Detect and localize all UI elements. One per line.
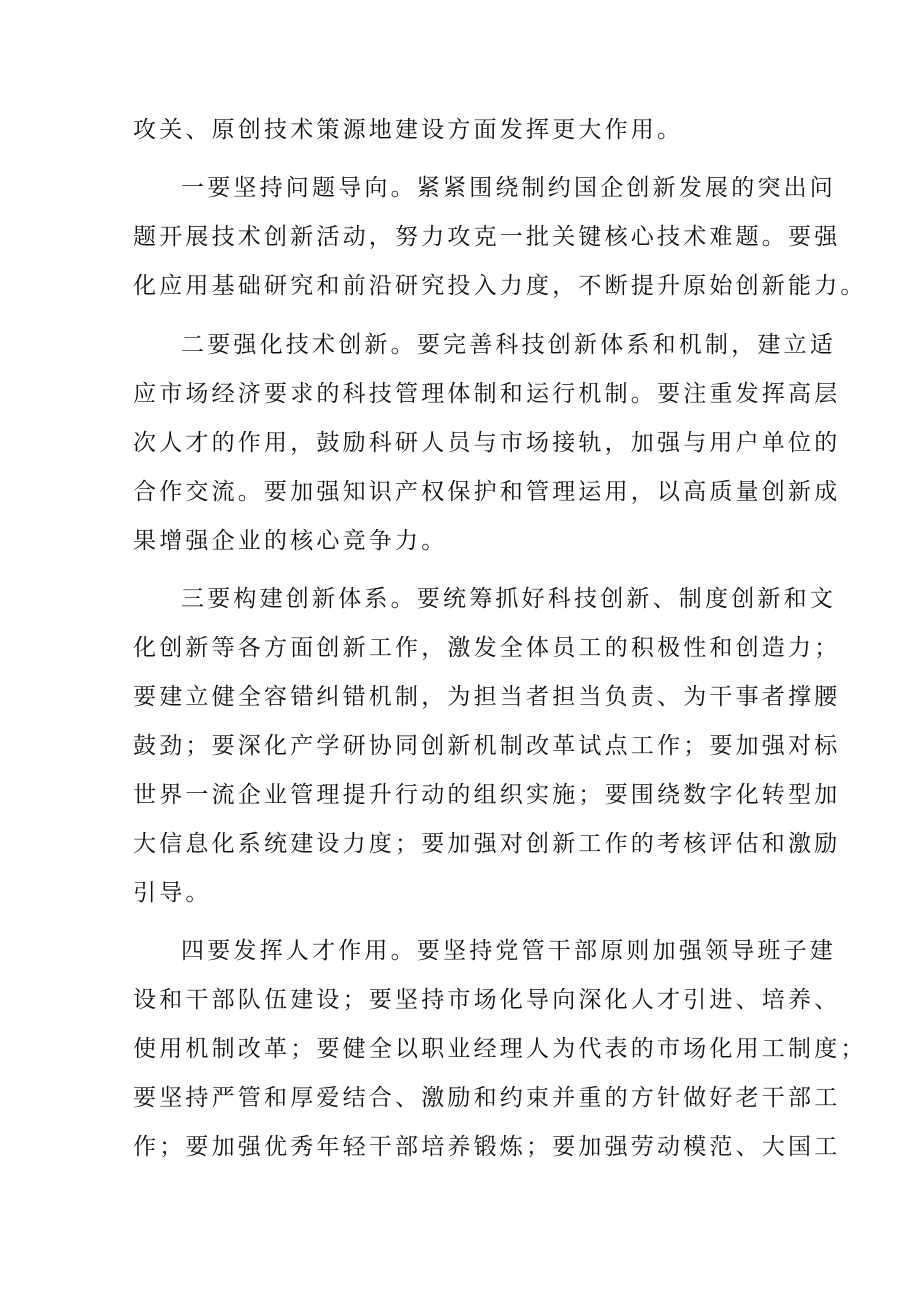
text-line: 鼓劲；要深化产学研协同创新机制改革试点工作；要加强对标	[133, 733, 841, 759]
paragraph-2-first-line: 二要强化技术创新。要完善科技创新体系和机制，建立适	[181, 332, 836, 358]
text-line: 引导。	[133, 880, 212, 906]
text-line: 世界一流企业管理提升行动的组织实施；要围绕数字化转型加	[133, 782, 841, 808]
text-line: 题开展技术创新活动，努力攻克一批关键核心技术难题。要强	[133, 224, 841, 250]
text-line: 作；要加强优秀年轻干部培养锻炼；要加强劳动模范、大国工	[133, 1134, 841, 1160]
text-line: 次人才的作用，鼓励科研人员与市场接轨，加强与用户单位的	[133, 430, 841, 456]
text-line: 要坚持严管和厚爱结合、激励和约束并重的方针做好老干部工	[133, 1085, 841, 1111]
text-line: 应市场经济要求的科技管理体制和运行机制。要注重发挥高层	[133, 381, 841, 407]
paragraph-3-first-line: 三要构建创新体系。要统筹抓好科技创新、制度创新和文	[181, 586, 836, 612]
paragraph-4-first-line: 四要发挥人才作用。要坚持党管干部原则加强领导班子建	[181, 938, 836, 964]
text-line: 使用机制改革；要健全以职业经理人为代表的市场化用工制度；	[133, 1036, 867, 1062]
text-line: 大信息化系统建设力度；要加强对创新工作的考核评估和激励	[133, 831, 841, 857]
text-line: 合作交流。要加强知识产权保护和管理运用，以高质量创新成	[133, 479, 841, 505]
text-line: 攻关、原创技术策源地建设方面发挥更大作用。	[133, 117, 684, 143]
text-line: 果增强企业的核心竞争力。	[133, 528, 448, 554]
text-line: 要建立健全容错纠错机制，为担当者担当负责、为干事者撑腰	[133, 684, 841, 710]
text-line: 设和干部队伍建设；要坚持市场化导向深化人才引进、培养、	[133, 987, 841, 1013]
paragraph-1-first-line: 一要坚持问题导向。紧紧围绕制约国企创新发展的突出问	[181, 175, 836, 201]
text-line: 化创新等各方面创新工作，激发全体员工的积极性和创造力；	[133, 635, 841, 661]
text-line: 化应用基础研究和前沿研究投入力度，不断提升原始创新能力。	[133, 273, 867, 299]
